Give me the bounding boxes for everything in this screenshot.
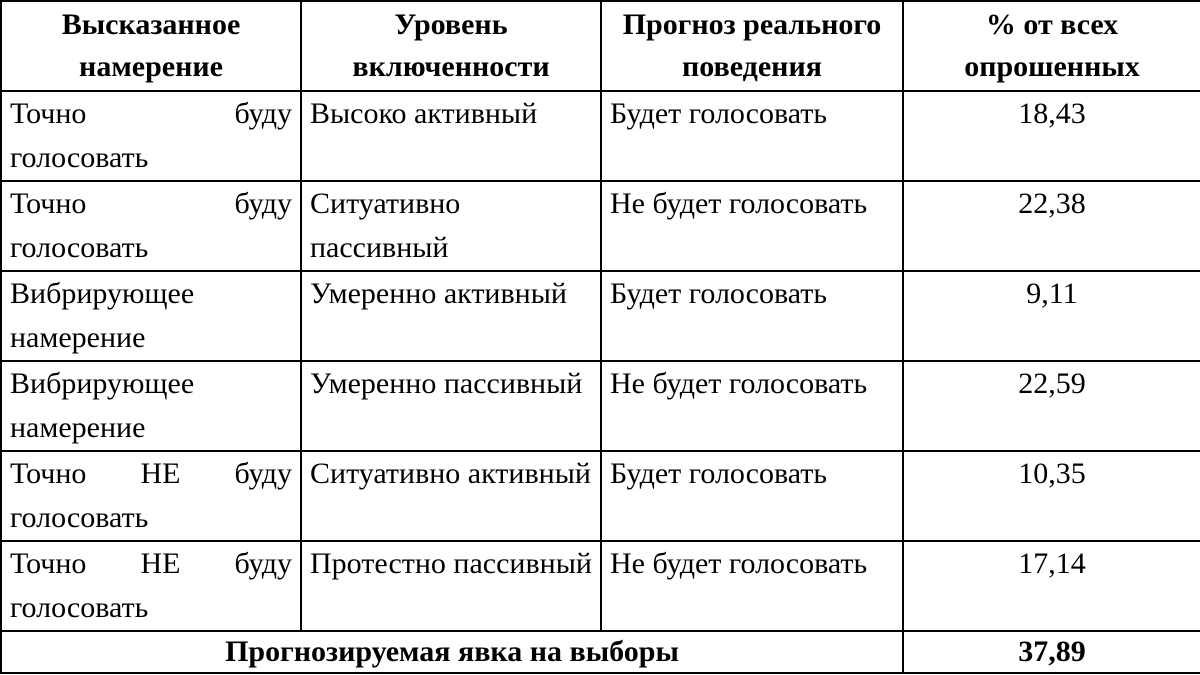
turnout-footer-row bbox=[1, 631, 1200, 673]
header-row bbox=[1, 1, 1200, 91]
turnout-value: 37,89 bbox=[903, 631, 1200, 673]
cell-percent: 18,43 bbox=[903, 91, 1200, 181]
cell-engagement: Высоко активный bbox=[301, 91, 601, 181]
header-percent-respondents: % от всех опрошенных bbox=[903, 1, 1200, 91]
table-row bbox=[1, 271, 1200, 361]
cell-percent: 17,14 bbox=[903, 541, 1200, 631]
table-row bbox=[1, 541, 1200, 631]
cell-engagement: Ситуативно активный bbox=[301, 451, 601, 541]
cell-forecast: Не будет голосовать bbox=[601, 541, 903, 631]
cell-forecast: Будет голосовать bbox=[601, 91, 903, 181]
cell-intent: Точно НЕ буду голосовать bbox=[1, 541, 301, 631]
cell-percent: 22,38 bbox=[903, 181, 1200, 271]
header-engagement-level: Уровень включенности bbox=[301, 1, 601, 91]
turnout-label: Прогнозируемая явка на выборы bbox=[1, 631, 903, 673]
cell-engagement: Умеренно пассивный bbox=[301, 361, 601, 451]
header-behavior-forecast: Прогноз реального поведения bbox=[601, 1, 903, 91]
cell-forecast: Не будет голосовать bbox=[601, 361, 903, 451]
cell-forecast: Будет голосовать bbox=[601, 451, 903, 541]
table-row bbox=[1, 361, 1200, 451]
cell-engagement: Умеренно активный bbox=[301, 271, 601, 361]
header-stated-intent: Высказанное намерение bbox=[1, 1, 301, 91]
table-row bbox=[1, 91, 1200, 181]
cell-intent: Вибрирующее намерение bbox=[1, 271, 301, 361]
table-row bbox=[1, 181, 1200, 271]
cell-percent: 10,35 bbox=[903, 451, 1200, 541]
cell-engagement: Ситуативно пассивный bbox=[301, 181, 601, 271]
cell-intent: Точно буду голосовать bbox=[1, 91, 301, 181]
cell-intent: Точно НЕ буду голосовать bbox=[1, 451, 301, 541]
cell-engagement: Протестно пассивный bbox=[301, 541, 601, 631]
cell-forecast: Будет голосовать bbox=[601, 271, 903, 361]
table-row bbox=[1, 451, 1200, 541]
cell-percent: 9,11 bbox=[903, 271, 1200, 361]
cell-intent: Точно буду голосовать bbox=[1, 181, 301, 271]
cell-forecast: Не будет голосовать bbox=[601, 181, 903, 271]
cell-intent: Вибрирующее намерение bbox=[1, 361, 301, 451]
cell-percent: 22,59 bbox=[903, 361, 1200, 451]
